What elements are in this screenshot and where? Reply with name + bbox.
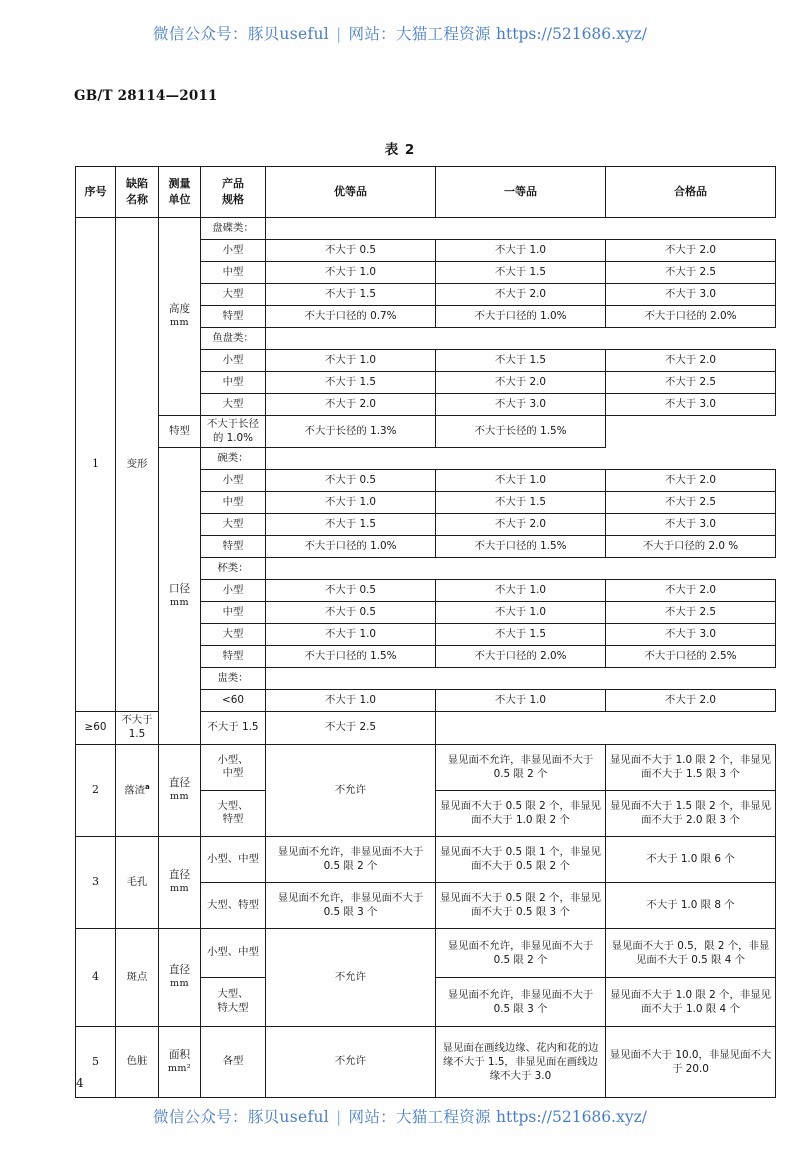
unit-value: mm <box>170 883 189 895</box>
cell-spec: 中型 <box>201 492 266 514</box>
watermark-footer <box>0 1105 800 1127</box>
cell-first-class: 不大于 1.0 <box>436 240 606 262</box>
cell-spec: 大型 <box>201 284 266 306</box>
cell-qualified: 不大于 2.5 <box>606 262 776 284</box>
cell-spec: 中型 <box>201 262 266 284</box>
cell-qualified: 不大于 1.0 限 8 个 <box>606 882 776 928</box>
header-product-spec-line2: 规格 <box>222 193 244 206</box>
header-qualified: 合格品 <box>606 167 776 218</box>
cell-premium: 不大于 1.0 <box>266 624 436 646</box>
cell-spec: 特型 <box>201 306 266 328</box>
cell-spec-group-title: 盘碟类： <box>201 218 266 240</box>
cell-qualified: 不大于 3.0 <box>606 284 776 306</box>
cell-qualified: 显见面不大于 1.0 限 2 个，非显见面不大于 1.5 限 3 个 <box>606 744 776 790</box>
cell-first-class: 不大于口径的 1.0% <box>436 306 606 328</box>
cell-premium: 不允许 <box>266 1026 436 1097</box>
cell-first-class: 不大于 1.5 <box>201 712 266 744</box>
unit-value: mm <box>170 791 189 803</box>
cell-premium: 不允许 <box>266 744 436 836</box>
header-product-spec <box>201 167 266 218</box>
cell-spec: 小型 <box>201 580 266 602</box>
cell-qualified: 不大于口径的 2.0 % <box>606 536 776 558</box>
cell-premium: 不大于口径的 1.5% <box>266 646 436 668</box>
cell-premium: 不大于 1.5 <box>266 372 436 394</box>
cell-first-class: 显见面在画线边缘、花内和花的边缘不大于 1.5，非显见面在画线边缘不大于 3.0 <box>436 1026 606 1097</box>
cell-defect-name: 色脏 <box>116 1026 159 1097</box>
header-defect-name <box>116 167 159 218</box>
cell-qualified <box>606 218 776 240</box>
cell-qualified: 不大于 2.5 <box>606 372 776 394</box>
cell-measure-unit <box>159 836 201 928</box>
unit-value: mm² <box>167 1062 192 1074</box>
watermark-prefix: 微信公众号： <box>153 1108 248 1126</box>
cell-spec: 中型 <box>201 372 266 394</box>
cell-premium: 不大于 0.5 <box>266 240 436 262</box>
cell-measure-unit <box>159 218 201 416</box>
cell-spec: 特型 <box>201 536 266 558</box>
cell-spec <box>201 790 266 836</box>
watermark-url: https://521686.xyz/ <box>496 1108 647 1126</box>
cell-first-class: 显见面不允许，非显见面不大于 0.5 限 2 个 <box>436 928 606 977</box>
cell-spec-group-title: 盅类： <box>201 668 266 690</box>
cell-first-class <box>436 668 606 690</box>
table-row <box>76 218 776 240</box>
header-measure-unit <box>159 167 201 218</box>
cell-seq: 4 <box>76 928 116 1026</box>
cell-qualified: 不大于 2.0 <box>606 350 776 372</box>
cell-seq: 5 <box>76 1026 116 1097</box>
cell-first-class: 显见面不大于 0.5 限 2 个，非显见面不大于 0.5 限 3 个 <box>436 882 606 928</box>
cell-defect-name: 斑点 <box>116 928 159 1026</box>
cell-spec: 小型 <box>201 240 266 262</box>
cell-spec-line1: 小型、 <box>217 753 249 766</box>
cell-spec-group-title: 碗类： <box>201 448 266 470</box>
cell-qualified: 不大于口径的 2.5% <box>606 646 776 668</box>
footnote-marker: a <box>145 782 150 791</box>
cell-first-class <box>436 558 606 580</box>
cell-first-class: 不大于 1.0 <box>436 690 606 712</box>
cell-first-class: 不大于 2.0 <box>436 284 606 306</box>
cell-qualified: 不大于 3.0 <box>606 624 776 646</box>
cell-premium: 不大于 0.5 <box>266 602 436 624</box>
cell-qualified: 不大于 2.0 <box>606 580 776 602</box>
cell-defect-name <box>116 744 159 836</box>
cell-qualified <box>606 328 776 350</box>
cell-first-class: 显见面不允许，非显见面不大于 0.5 限 3 个 <box>436 977 606 1026</box>
cell-premium: 不大于 1.0 <box>266 262 436 284</box>
cell-premium: 不大于 0.5 <box>266 470 436 492</box>
cell-first-class <box>436 448 606 470</box>
cell-premium: 不大于 1.0 <box>266 690 436 712</box>
cell-spec-line2: 特大型 <box>217 1001 249 1014</box>
cell-premium: 不大于 1.5 <box>266 514 436 536</box>
watermark-separator: | <box>336 1108 342 1126</box>
table-row <box>76 448 776 470</box>
cell-spec: 大型 <box>201 624 266 646</box>
cell-qualified: 显见面不大于 0.5，限 2 个，非显见面不大于 0.5 限 4 个 <box>606 928 776 977</box>
cell-premium: 不大于 1.5 <box>266 284 436 306</box>
cell-spec-group-title: 鱼盘类： <box>201 328 266 350</box>
header-defect-name-line2: 名称 <box>126 193 148 206</box>
standard-number: GB/T 28114—2011 <box>74 88 218 104</box>
header-product-spec-line1: 产品 <box>222 177 244 191</box>
cell-measure-unit <box>159 1026 201 1097</box>
cell-spec <box>201 744 266 790</box>
cell-premium <box>266 328 436 350</box>
table-row <box>76 416 776 448</box>
cell-qualified: 不大于 3.0 <box>606 514 776 536</box>
cell-spec-line2: 特型 <box>222 813 244 826</box>
cell-defect-name: 变形 <box>116 218 159 712</box>
cell-first-class: 不大于 1.5 <box>436 350 606 372</box>
cell-qualified: 显见面不大于 1.0 限 2 个，非显见面不大于 1.0 限 4 个 <box>606 977 776 1026</box>
cell-seq: 1 <box>76 218 116 712</box>
cell-premium: 不大于 0.5 <box>266 580 436 602</box>
table-caption: 表 2 <box>384 142 416 158</box>
table-row <box>76 928 776 977</box>
watermark-prefix: 微信公众号： <box>153 25 248 43</box>
cell-premium: 显见面不允许，非显见面不大于 0.5 限 2 个 <box>266 836 436 882</box>
cell-spec: 小型、中型 <box>201 928 266 977</box>
cell-measure-unit <box>159 928 201 1026</box>
cell-premium: 不大于 1.0 <box>266 350 436 372</box>
cell-first-class: 不大于 2.0 <box>436 514 606 536</box>
unit-label: 直径 <box>168 777 191 790</box>
cell-premium: 不大于 1.0 <box>266 492 436 514</box>
cell-qualified: 显见面不大于 10.0，非显见面不大于 20.0 <box>606 1026 776 1097</box>
cell-premium: 不允许 <box>266 928 436 1026</box>
cell-first-class: 不大于 1.5 <box>436 492 606 514</box>
cell-premium <box>266 558 436 580</box>
cell-first-class <box>436 328 606 350</box>
cell-spec: 小型 <box>201 470 266 492</box>
cell-qualified: 不大于 2.0 <box>606 690 776 712</box>
watermark-account: 豚贝useful <box>247 1108 330 1126</box>
cell-spec: 大型 <box>201 514 266 536</box>
cell-first-class: 不大于 1.5 <box>436 624 606 646</box>
cell-spec: 小型 <box>201 350 266 372</box>
cell-spec-line2: 中型 <box>222 767 244 780</box>
cell-measure-unit <box>159 744 201 836</box>
cell-qualified <box>606 558 776 580</box>
watermark-site-label: 网站： <box>348 25 396 43</box>
page-number: 4 <box>76 1076 84 1090</box>
cell-seq: 3 <box>76 836 116 928</box>
table-row <box>76 1026 776 1097</box>
cell-seq: 2 <box>76 744 116 836</box>
cell-spec: 特型 <box>201 646 266 668</box>
cell-spec-line1: 大型、 <box>217 988 249 1001</box>
cell-premium <box>266 448 436 470</box>
cell-premium: 不大于 1.5 <box>116 712 159 744</box>
cell-qualified: 不大于 2.0 <box>606 240 776 262</box>
watermark-site-name: 大猫工程资源 <box>395 25 491 43</box>
watermark-url: https://521686.xyz/ <box>496 25 647 43</box>
unit-label: 面积 <box>168 1048 191 1061</box>
cell-qualified: 不大于 3.0 <box>606 394 776 416</box>
cell-first-class: 显见面不允许，非显见面不大于 0.5 限 2 个 <box>436 744 606 790</box>
header-seq: 序号 <box>76 167 116 218</box>
cell-spec-line1: 大型、 <box>217 799 249 812</box>
watermark-header <box>0 22 800 44</box>
watermark-site-name: 大猫工程资源 <box>395 1108 491 1126</box>
cell-first-class: 不大于 1.5 <box>436 262 606 284</box>
defect-name-text: 落渣 <box>124 784 146 797</box>
cell-premium: 不大于长径的 1.0% <box>201 416 266 448</box>
cell-spec: <60 <box>201 690 266 712</box>
cell-spec: 大型、特型 <box>201 882 266 928</box>
cell-first-class: 不大于口径的 1.5% <box>436 536 606 558</box>
cell-first-class: 不大于 1.0 <box>436 580 606 602</box>
cell-premium: 显见面不允许，非显见面不大于 0.5 限 3 个 <box>266 882 436 928</box>
cell-spec-group-title: 杯类： <box>201 558 266 580</box>
cell-first-class: 显见面不大于 0.5 限 2 个，非显见面不大于 1.0 限 2 个 <box>436 790 606 836</box>
unit-label: 直径 <box>168 869 191 882</box>
header-measure-unit-line2: 单位 <box>168 193 191 206</box>
cell-first-class: 不大于口径的 2.0% <box>436 646 606 668</box>
table-header-row <box>76 167 776 218</box>
cell-first-class: 不大于 2.0 <box>436 372 606 394</box>
cell-first-class: 不大于 3.0 <box>436 394 606 416</box>
watermark-account: 豚贝useful <box>247 25 330 43</box>
unit-label: 口径 <box>168 582 191 595</box>
watermark-site-label: 网站： <box>348 1108 396 1126</box>
unit-value: mm <box>170 596 189 608</box>
cell-premium <box>266 218 436 240</box>
table-row <box>76 744 776 790</box>
cell-first-class: 不大于长径的 1.3% <box>266 416 436 448</box>
cell-qualified: 不大于 2.5 <box>606 492 776 514</box>
header-defect-name-line1: 缺陷 <box>126 177 148 191</box>
cell-qualified: 不大于 1.0 限 6 个 <box>606 836 776 882</box>
unit-value: mm <box>170 317 189 329</box>
cell-premium: 不大于口径的 1.0% <box>266 536 436 558</box>
cell-spec: 中型 <box>201 602 266 624</box>
cell-qualified: 不大于口径的 2.0% <box>606 306 776 328</box>
cell-first-class: 不大于 1.0 <box>436 602 606 624</box>
cell-spec: 小型、中型 <box>201 836 266 882</box>
cell-spec: 特型 <box>159 416 201 448</box>
header-first-class: 一等品 <box>436 167 606 218</box>
header-premium: 优等品 <box>266 167 436 218</box>
unit-label: 直径 <box>168 964 191 977</box>
table-row <box>76 836 776 882</box>
unit-value: mm <box>170 978 189 990</box>
watermark-separator: | <box>336 25 342 43</box>
unit-label: 高度 <box>168 303 191 316</box>
cell-premium: 不大于口径的 0.7% <box>266 306 436 328</box>
cell-qualified: 不大于 2.5 <box>606 602 776 624</box>
cell-spec: ≥60 <box>76 712 116 744</box>
cell-defect-name: 毛孔 <box>116 836 159 928</box>
cell-premium: 不大于 2.0 <box>266 394 436 416</box>
cell-measure-unit <box>159 448 201 744</box>
cell-qualified <box>606 448 776 470</box>
cell-premium <box>266 668 436 690</box>
cell-qualified: 不大于长径的 1.5% <box>436 416 606 448</box>
cell-first-class: 显见面不大于 0.5 限 1 个，非显见面不大于 0.5 限 2 个 <box>436 836 606 882</box>
cell-qualified: 不大于 2.0 <box>606 470 776 492</box>
cell-spec: 各型 <box>201 1026 266 1097</box>
cell-spec <box>201 977 266 1026</box>
specification-table <box>75 166 776 1098</box>
cell-qualified <box>606 668 776 690</box>
header-measure-unit-line1: 测量 <box>168 177 191 191</box>
cell-first-class <box>436 218 606 240</box>
cell-qualified: 不大于 2.5 <box>266 712 436 744</box>
cell-first-class: 不大于 1.0 <box>436 470 606 492</box>
cell-spec: 大型 <box>201 394 266 416</box>
cell-qualified: 显见面不大于 1.5 限 2 个，非显见面不大于 2.0 限 3 个 <box>606 790 776 836</box>
